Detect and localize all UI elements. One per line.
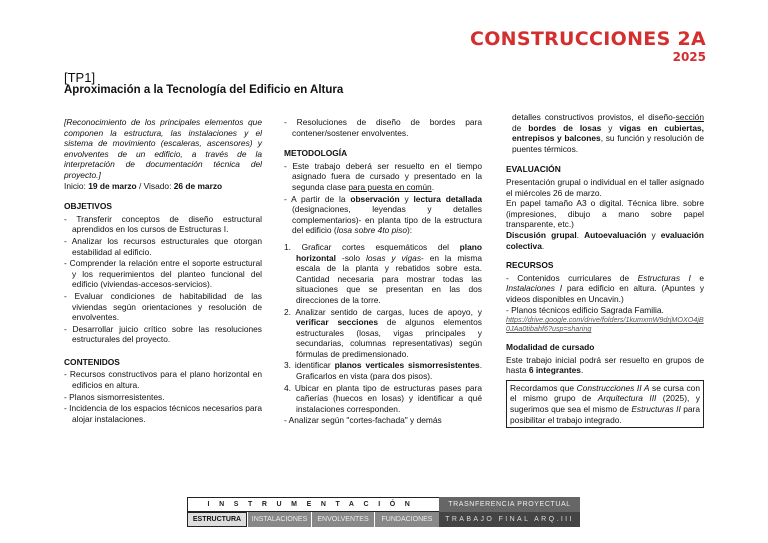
drive-link[interactable]: https://drive.google.com/drive/folders/1kumxmW9drjMOXO4jB0JAa0tibahf6?usp=sharing [506, 315, 704, 334]
notice-box: Recordamos que Construcciones II A se cursa con el mismo grupo de Arquitectura III (2025), y sugerimos que sea el mismo de Estructuras II para posibilitar el trabajo integrado. [506, 380, 704, 428]
list-item: 1. Graficar cortes esquemáticos del plano horizontal -solo losas y vigas- en la misma escala de la planta y rebatidos sobre esta. Cantidad necesaria para mostrar todas las situaciones que se presentan en las dos direcciones de la torre. [284, 241, 482, 305]
objetivos-heading: OBJETIVOS [64, 201, 112, 212]
metodologia-heading: METODOLOGÍA [284, 148, 348, 159]
contenidos-heading: CONTENIDOS [64, 356, 120, 367]
list-item: - Este trabajo deberá ser resuelto en el tiempo asignado fuera de cursado y presentado en la segunda clase para puesta en común. [284, 160, 482, 192]
list-item: 4. Ubicar en planta tipo de estructuras pases para cañerías (huecos en losas) y identificar a qué instalaciones corresponden. [284, 382, 482, 414]
list-item: - A partir de la observación y lectura detallada (designaciones, leyendas y detalles complementarios)- en planta tipo de la estructura del edificio (losa sobre 4to piso): [284, 193, 483, 236]
steps-list [284, 242, 482, 415]
footer-row-2 [187, 512, 580, 527]
footer-bar [187, 497, 580, 527]
transferencia-label: TRASNFERENCIA PROYECTUAL [439, 497, 580, 512]
list-item: - Analizar los recursos estructurales que otorgan estabilidad al edificio. [64, 235, 262, 257]
dates-line: Inicio: 19 de marzo / Visado: 26 de marzo [64, 180, 223, 191]
column-2 [284, 117, 482, 427]
tab-instalaciones[interactable]: INSTALACIONES [247, 512, 311, 527]
page-title: Aproximación a la Tecnología del Edificio en Altura [64, 84, 344, 96]
course-title: CONSTRUCCIONES 2A [469, 28, 706, 50]
metodologia-list [284, 161, 482, 236]
list-item: 3. identificar planos verticales sismorresistentes. Graficarlos en vista (para dos pisos). [284, 360, 483, 382]
evaluacion-heading: EVALUACIÓN [506, 164, 561, 175]
evaluacion-text-3: Discusión grupal. Autoevaluación y evaluación colectiva. [506, 229, 705, 251]
tab-estructura[interactable]: ESTRUCTURA [187, 512, 247, 527]
list-item: - Planos sismorresistentes. [64, 391, 165, 402]
recursos-text-2: - Planos técnicos edificio Sagrada Familia. [506, 304, 664, 315]
tp-label: [TP1] [64, 70, 96, 85]
instrumentacion-label: INSTRUMENTACIÓN [187, 497, 439, 512]
list-item: - Recursos constructivos para el plano horizontal en edificios en altura. [64, 369, 262, 391]
objetivos-list [64, 214, 262, 345]
column-3 [506, 112, 704, 428]
modalidad-text: Este trabajo inicial podrá ser resuelto en grupos de hasta 6 integrantes. [506, 354, 704, 376]
contenidos-list [64, 369, 262, 424]
list-item: - Desarrollar juicio crítico sobre las resoluciones estructurales del proyecto. [64, 323, 262, 345]
recursos-text-1: - Contenidos curriculares de Estructuras I e Instalaciones I para edificio en altura. (Apuntes y videos disponibles en Uncavin.) [506, 272, 705, 304]
list-item: - Comprender la relación entre el soporte estructural y los requerimientos del planteo funcional del edificio (viviendas-accesos-servicios). [64, 258, 262, 290]
modalidad-heading: Modalidad de cursado [506, 342, 595, 353]
list-item: - Analizar según "cortes-fachada" y demás [284, 415, 442, 426]
list-item: 2. Analizar sentido de cargas, luces de apoyo, y verificar secciones de algunos elementos estructurales (losas, vigas principales y secundarias, columnas representativas) según fórmulas de predimensionado. [284, 306, 482, 359]
course-year: 2025 [672, 50, 706, 64]
column-1 [64, 117, 262, 425]
list-item: - Resoluciones de diseño de bordes para contener/sostener envolventes. [284, 117, 482, 138]
intro-text: [Reconocimiento de los principales elementos que componen la estructura, las instalaciones y el sistema de movimiento (escaleras, ascensores) y envolventes de un edificio, a través de la interpretación de documentación técnica del proyecto.] [64, 117, 262, 180]
evaluacion-text-1: Presentación grupal o individual en el taller asignado el miércoles 26 de marzo. [506, 176, 704, 198]
evaluacion-text-2: En papel tamaño A3 o digital. Técnica libre. sobre (impresiones, dibujo a mano sobre papel transparente, etc.) [506, 198, 704, 230]
brand-header [470, 28, 706, 64]
tab-envolventes[interactable]: ENVOLVENTES [311, 512, 374, 527]
bordes-paragraph: detalles constructivos provistos, el diseño-sección de bordes de losas y vigas en cubiertas, entrepisos y balcones, su función y resolución de puentes térmicos. [512, 112, 704, 154]
trabajo-final-label: TRABAJO FINAL ARQ.III [439, 512, 580, 527]
list-item: - Incidencia de los espacios técnicos necesarios para alojar instalaciones. [64, 403, 262, 424]
footer-row-1 [187, 497, 580, 512]
list-item: - Evaluar condiciones de habitabilidad de las viviendas según orientaciones y resolución de envolventes. [64, 290, 262, 323]
list-item: - Transferir conceptos de diseño estructural aprendidos en los cursos de Estructuras I. [64, 213, 262, 235]
tab-fundaciones[interactable]: FUNDACIONES [374, 512, 439, 527]
recursos-heading: RECURSOS [506, 260, 554, 271]
